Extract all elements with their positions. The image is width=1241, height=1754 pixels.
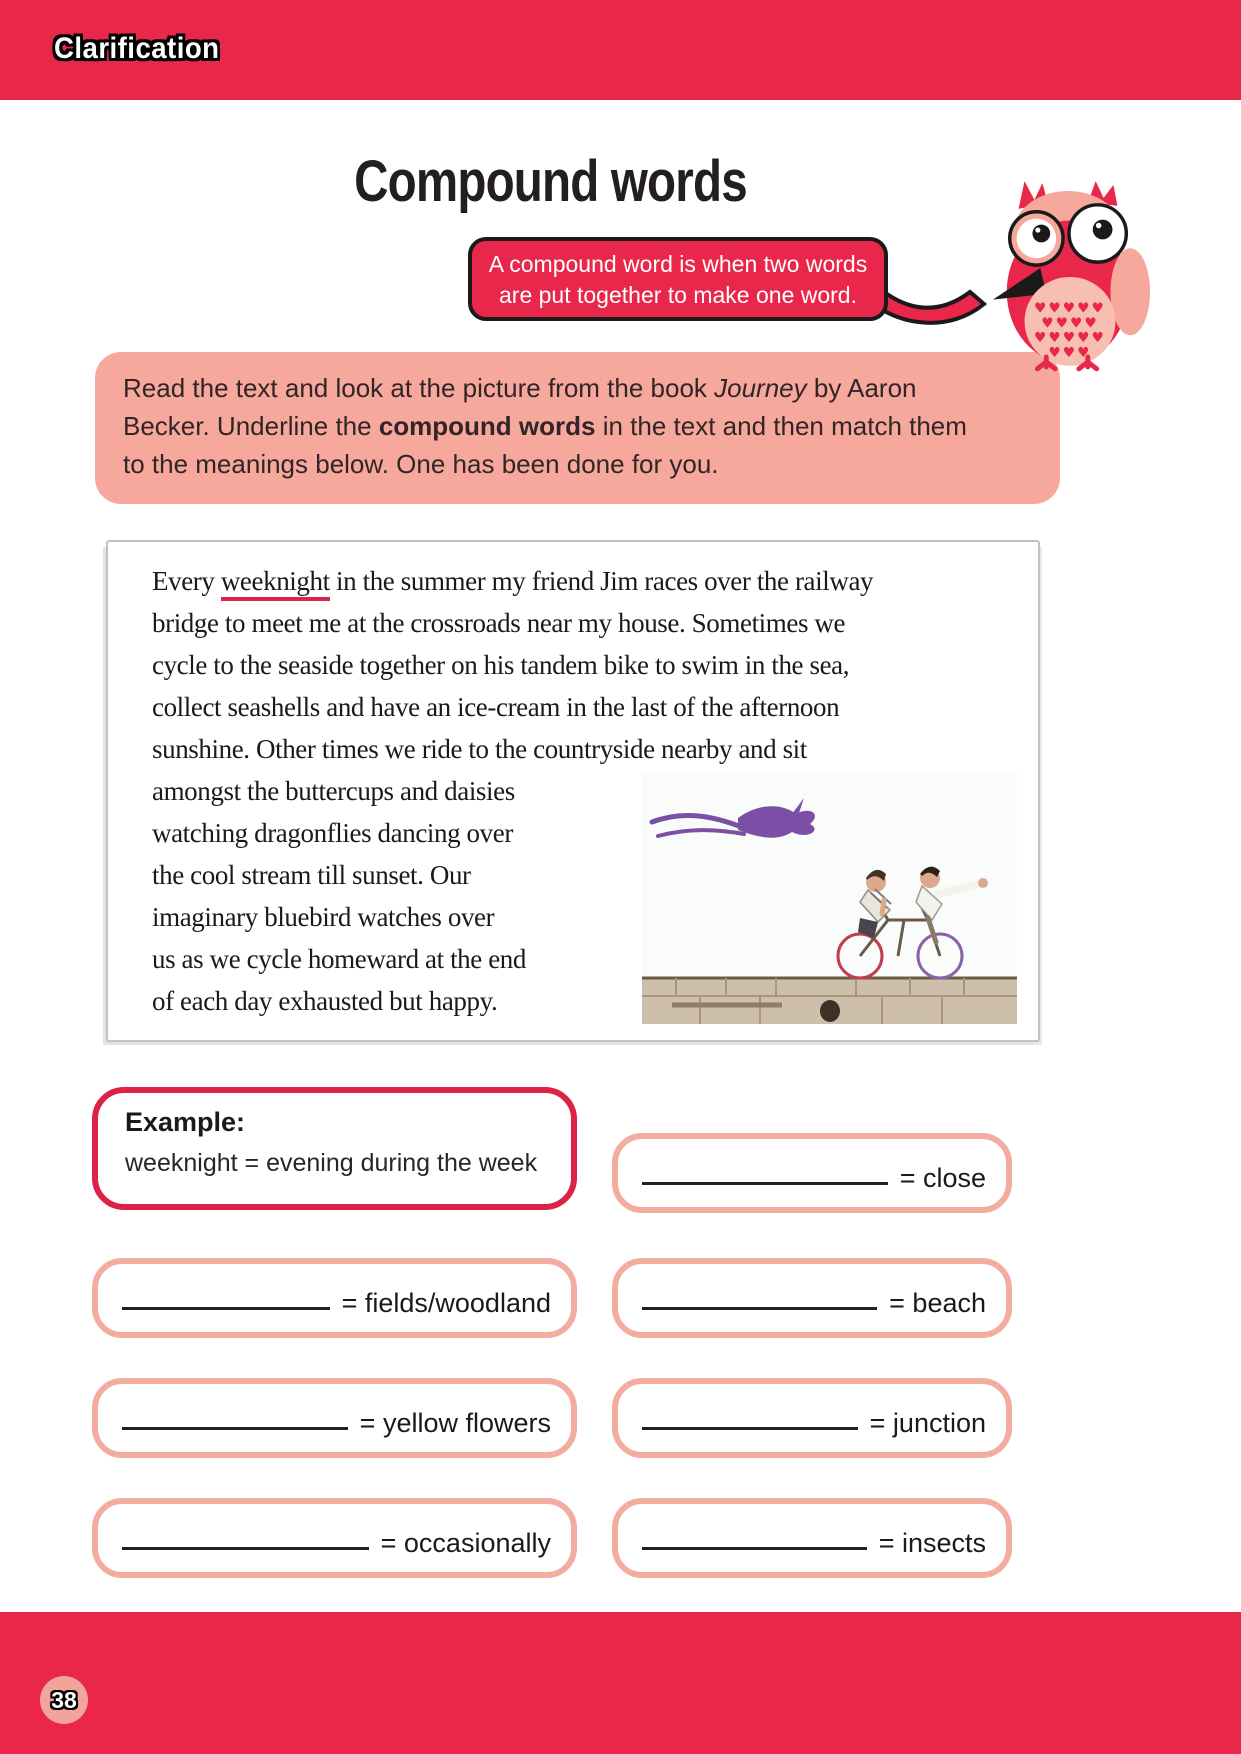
- instruction-text: by Aaron: [806, 373, 917, 403]
- instruction-text: in the text and then match them: [595, 411, 967, 441]
- passage-line: bridge to meet me at the crossroads near my house. Sometimes we: [152, 608, 846, 638]
- passage-line: collect seashells and have an ice-cream in the last of the afternoon: [152, 692, 840, 722]
- instruction-line-2: [123, 407, 1060, 445]
- passage-line: imaginary bluebird watches over: [152, 902, 495, 932]
- passage-text-run: Every: [152, 566, 221, 596]
- instruction-text: Read the text and look at the picture from the book: [123, 373, 715, 403]
- page-title-text: Compound words: [353, 149, 747, 214]
- owl-speech-bubble: [468, 237, 888, 321]
- stone-wall: [642, 978, 1017, 1024]
- example-box: [92, 1087, 577, 1210]
- answer-box-close: [612, 1133, 1012, 1213]
- example-heading: Example:: [125, 1107, 246, 1137]
- answer-label: = fields/woodland: [341, 1288, 551, 1318]
- answer-blank-line[interactable]: [122, 1427, 348, 1430]
- svg-text:♥♥♥♥♥: ♥♥♥♥♥: [1034, 330, 1106, 347]
- answer-blank-line[interactable]: [642, 1307, 877, 1310]
- answer-label: = junction: [869, 1408, 986, 1438]
- answer-blank-line[interactable]: [642, 1547, 867, 1550]
- answer-blank-line[interactable]: [642, 1182, 888, 1185]
- answer-label: = beach: [889, 1288, 986, 1318]
- reading-passage-card: [106, 540, 1040, 1042]
- svg-text:♥♥♥♥♥: ♥♥♥♥♥: [1034, 300, 1106, 317]
- answer-label: = yellow flowers: [359, 1408, 551, 1438]
- answer-box-beach: [612, 1258, 1012, 1338]
- answer-box-occasionally: [92, 1498, 577, 1578]
- instructions-panel: [95, 352, 1060, 504]
- passage-line: of each day exhausted but happy.: [152, 986, 498, 1016]
- svg-text:♥♥♥: ♥♥♥: [1048, 345, 1092, 361]
- speech-bubble-tail: [872, 266, 1002, 336]
- passage-line: amongst the buttercups and daisies: [152, 776, 515, 806]
- answer-blank-line[interactable]: [642, 1427, 858, 1430]
- lesson-type-label: Clarification: [54, 32, 220, 65]
- journey-book-illustration: [642, 772, 1017, 1024]
- example-answer: weeknight = evening during the week: [125, 1149, 538, 1177]
- answer-blank-line[interactable]: [122, 1307, 330, 1310]
- answer-box-insects: [612, 1498, 1012, 1578]
- instruction-line-3: to the meanings below. One has been done for you.: [123, 449, 719, 479]
- passage-line: watching dragonflies dancing over: [152, 818, 513, 848]
- instruction-text: Becker. Underline the: [123, 411, 379, 441]
- speech-line-2: are put together to make one word.: [499, 282, 857, 308]
- speech-line-1: A compound word is when two words: [488, 251, 868, 277]
- owl-wing-right: [1111, 248, 1151, 335]
- underlined-compound-word: weeknight: [221, 566, 330, 601]
- passage-line: cycle to the seaside together on his tandem bike to swim in the sea,: [152, 650, 850, 680]
- passage-line: us as we cycle homeward at the end: [152, 944, 526, 974]
- page-number-badge: [40, 1676, 88, 1724]
- answer-blank-line[interactable]: [122, 1547, 369, 1550]
- page-title: [0, 148, 1100, 215]
- svg-text:♥♥♥♥: ♥♥♥♥: [1041, 315, 1099, 332]
- passage-line: sunshine. Other times we ride to the countryside nearby and sit: [152, 734, 807, 764]
- passage-line: [152, 560, 1012, 602]
- footer-band: [0, 1612, 1241, 1754]
- page-number: 38: [51, 1686, 77, 1713]
- book-title-italic: Journey: [714, 373, 807, 403]
- answer-box-fields-woodland: [92, 1258, 577, 1338]
- keyword-bold: compound words: [378, 411, 596, 441]
- answer-label: = occasionally: [380, 1528, 551, 1558]
- header-band: [0, 0, 1241, 100]
- passage-text-run: in the summer my friend Jim races over the railway: [329, 566, 874, 596]
- answer-box-junction: [612, 1378, 1012, 1458]
- instruction-line-1: [123, 369, 1060, 407]
- answer-label: = insects: [878, 1528, 986, 1558]
- owl-mascot-illustration: [985, 172, 1153, 374]
- passage-line: the cool stream till sunset. Our: [152, 860, 471, 890]
- answer-label: = close: [899, 1163, 986, 1193]
- answer-box-yellow-flowers: [92, 1378, 577, 1458]
